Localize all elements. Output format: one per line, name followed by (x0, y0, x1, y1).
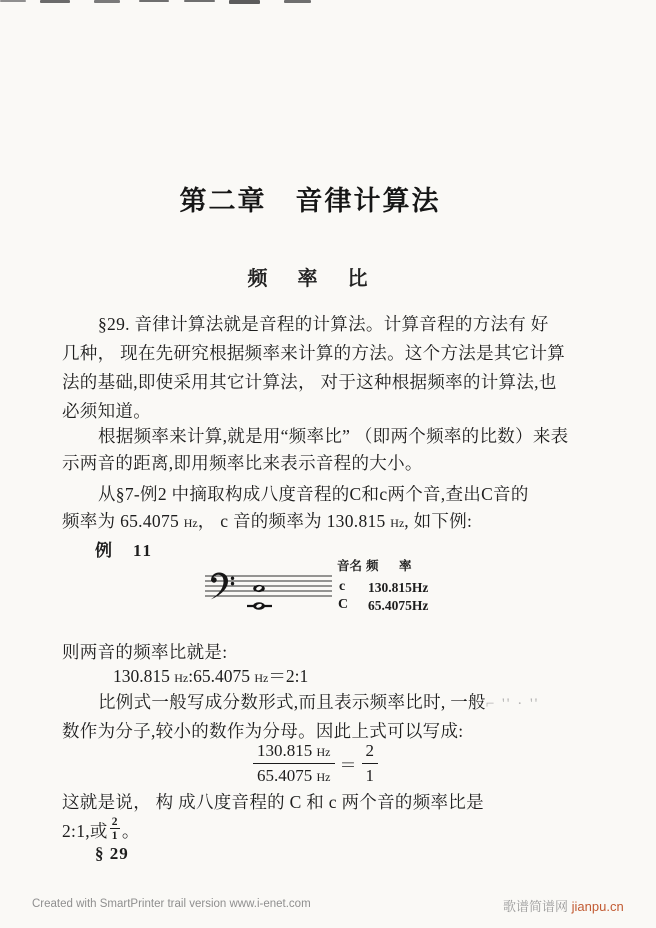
text-run: 130.815 (257, 741, 317, 760)
paragraph-line: 从§7-例2 中摘取构成八度音程的C和c两个音,查出C音的 (98, 484, 529, 504)
site-url: jianpu.cn (571, 899, 624, 914)
paragraph-line: 根据频率来计算,就是用“频率比” （即两个频率的比数）来表 (98, 426, 569, 446)
text-run: ＝2:1 (268, 666, 309, 686)
result-fraction (362, 741, 379, 785)
paragraph-1 (62, 310, 607, 426)
note-frequency-c: 130.815Hz (368, 580, 429, 595)
hz-unit: Hz (316, 745, 331, 759)
paragraph-line: §29. 音律计算法就是音程的计算法。计算音程的方法有 好 (98, 314, 549, 334)
equals-sign: ＝ (339, 755, 357, 775)
section-number-ref: § 29 (95, 844, 129, 863)
paragraph-line (62, 508, 607, 537)
hz-unit: Hz (183, 515, 198, 530)
section-title: 频 率 比 (247, 268, 373, 290)
site-name: 歌谱简谱网 (503, 899, 569, 914)
frequency-fraction (253, 741, 335, 785)
dash-mark (184, 0, 215, 2)
bass-clef-staff (202, 564, 335, 616)
dash-mark (40, 0, 70, 3)
dash-mark (0, 0, 26, 2)
chapter-title: 第二章 音律计算法 (179, 186, 441, 216)
paragraph-line: 法的基础,即使采用其它计算法， 对于这种根据频率的计算法,也 (62, 372, 557, 392)
example-11-label: 例 11 (95, 541, 154, 560)
paragraph-6-line-2 (62, 816, 140, 843)
paragraph-4: 则两音的频率比就是: (62, 642, 228, 662)
fraction-denominator: 1 (365, 765, 374, 785)
freq-table-header-note: 音名 (337, 559, 363, 573)
paragraph-line: 几种， 现在先研究根据频率来计算的方法。这个方法是其它计算 (62, 343, 566, 363)
note-name-c: c (339, 579, 346, 594)
text-run: 65.4075 (257, 765, 317, 785)
paragraph-5 (62, 689, 607, 744)
paragraph-2 (62, 423, 607, 476)
fraction-denominator: 1 (111, 830, 118, 843)
site-watermark (503, 896, 624, 915)
text-run: :65.4075 (188, 666, 255, 686)
printer-watermark: Created with SmartPrinter trail version www.i-enet.com (32, 898, 311, 910)
fraction-numerator: 2 (362, 741, 379, 764)
whole-note-c (253, 585, 265, 592)
dash-mark (229, 0, 260, 4)
paragraph-3 (62, 481, 607, 536)
fraction-numerator (253, 741, 335, 764)
paragraph-6-line-1: 这就是说， 构 成八度音程的 C 和 c 两个音的频率比是 (62, 792, 484, 812)
note-frequency-great-C: 65.4075Hz (368, 598, 429, 613)
text-run: 比例式一般写成分数形式,而且表示频率比时, 一般 (98, 692, 486, 712)
dash-mark (94, 0, 120, 3)
text-run: 频率为 65.4075 (62, 510, 184, 531)
paragraph-line: 数作为分子,较小的数作为分母。因此上式可以写成: (62, 720, 464, 741)
fraction-numerator: 2 (111, 816, 118, 828)
whole-note-great-C (247, 602, 272, 609)
dash-mark (284, 0, 311, 3)
text-run: 2:1,或 (62, 821, 108, 842)
text-run: , 如下例: (404, 510, 473, 531)
ratio-equation (113, 663, 308, 688)
fraction-denominator (253, 764, 335, 786)
paragraph-line: 必须知道。 (62, 401, 151, 421)
paragraph-line (62, 689, 607, 718)
dash-mark (139, 0, 169, 2)
hz-unit: Hz (254, 671, 269, 685)
fraction-equation (253, 741, 378, 785)
text-run: ， c 音的频率为 130.815 (197, 510, 391, 531)
faded-print-artifact: ⌐ '' · '' (485, 696, 540, 712)
freq-table-header-freq: 频 率 (366, 559, 416, 573)
text-run: 130.815 (113, 666, 175, 686)
hz-unit: Hz (316, 769, 331, 784)
inline-fraction-2-1 (110, 816, 120, 842)
hz-unit: Hz (390, 515, 405, 530)
text-run: 。 (121, 821, 140, 842)
hz-unit: Hz (174, 671, 189, 685)
paragraph-line: 示两音的距离,即用频率比来表示音程的大小。 (62, 452, 423, 473)
note-name-great-C: C (338, 597, 349, 612)
